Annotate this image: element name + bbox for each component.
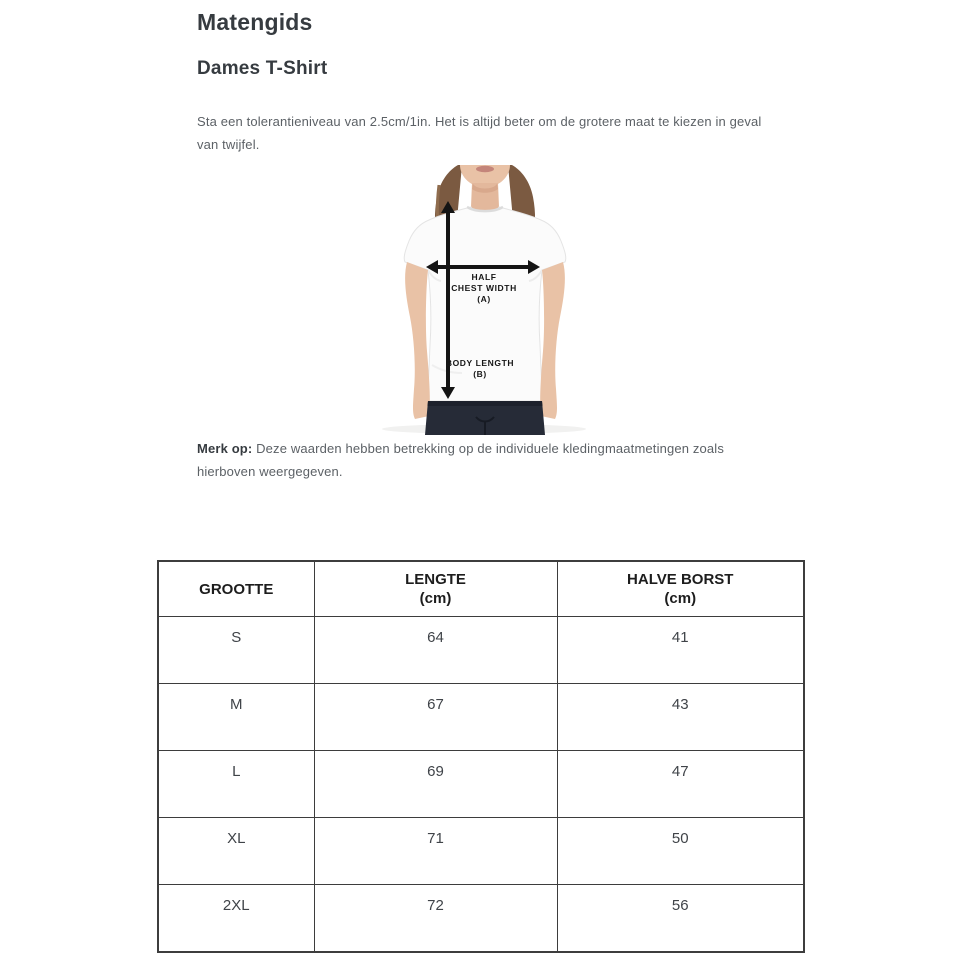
jeans-waistband [428,401,543,406]
lengte-cell: 64 [314,617,557,684]
body-length-label-line2: (B) [473,369,487,379]
arm-right [540,262,565,419]
size-cell: L [158,751,314,818]
body-length-label-line1: BODY LENGTH [445,358,515,368]
column-header-lengte [314,561,557,617]
size-cell: XL [158,818,314,885]
halve-borst-cell: 50 [557,818,804,885]
measurement-figure [372,165,602,435]
page-title: Matengids [197,9,313,35]
size-cell: M [158,684,314,751]
table-row-l [158,751,804,818]
size-table-header-row [158,561,804,617]
arm-left [405,262,430,419]
size-cell: 2XL [158,885,314,953]
table-row-xl [158,818,804,885]
column-header-grootte [158,561,314,617]
halve-borst-cell: 43 [557,684,804,751]
note-paragraph [197,437,745,483]
half-chest-label-line3: (A) [477,294,491,304]
lengte-cell: 71 [314,818,557,885]
lengte-cell: 69 [314,751,557,818]
size-table [157,560,805,953]
halve-borst-cell: 56 [557,885,804,953]
table-row-m [158,684,804,751]
column-unit: (cm) [419,590,452,607]
column-header-halve-borst [557,561,804,617]
column-label: LENGTE [405,571,466,588]
column-label: HALVE BORST [627,571,734,588]
lengte-cell: 67 [314,684,557,751]
size-cell: S [158,617,314,684]
lips [476,166,494,172]
table-row-s [158,617,804,684]
product-subtitle: Dames T-Shirt [197,58,328,79]
half-chest-label-line1: HALF [471,272,497,282]
note-label: Merk op: [197,441,253,456]
halve-borst-cell: 41 [557,617,804,684]
column-label: GROOTTE [199,580,274,598]
column-unit: (cm) [664,590,697,607]
tshirt-measurement-illustration [372,165,602,435]
tolerance-note: Sta een tolerantieniveau van 2.5cm/1in. Het is altijd beter om de grotere maat te kiezen in geval van twijfel. [197,114,762,152]
lengte-cell: 72 [314,885,557,953]
table-row-2xl [158,885,804,953]
half-chest-label-line2: CHEST WIDTH [451,283,517,293]
halve-borst-cell: 47 [557,751,804,818]
note-text: Deze waarden hebben betrekking op de individuele kledingmaatmetingen zoals hierboven weergegeven. [197,441,724,479]
